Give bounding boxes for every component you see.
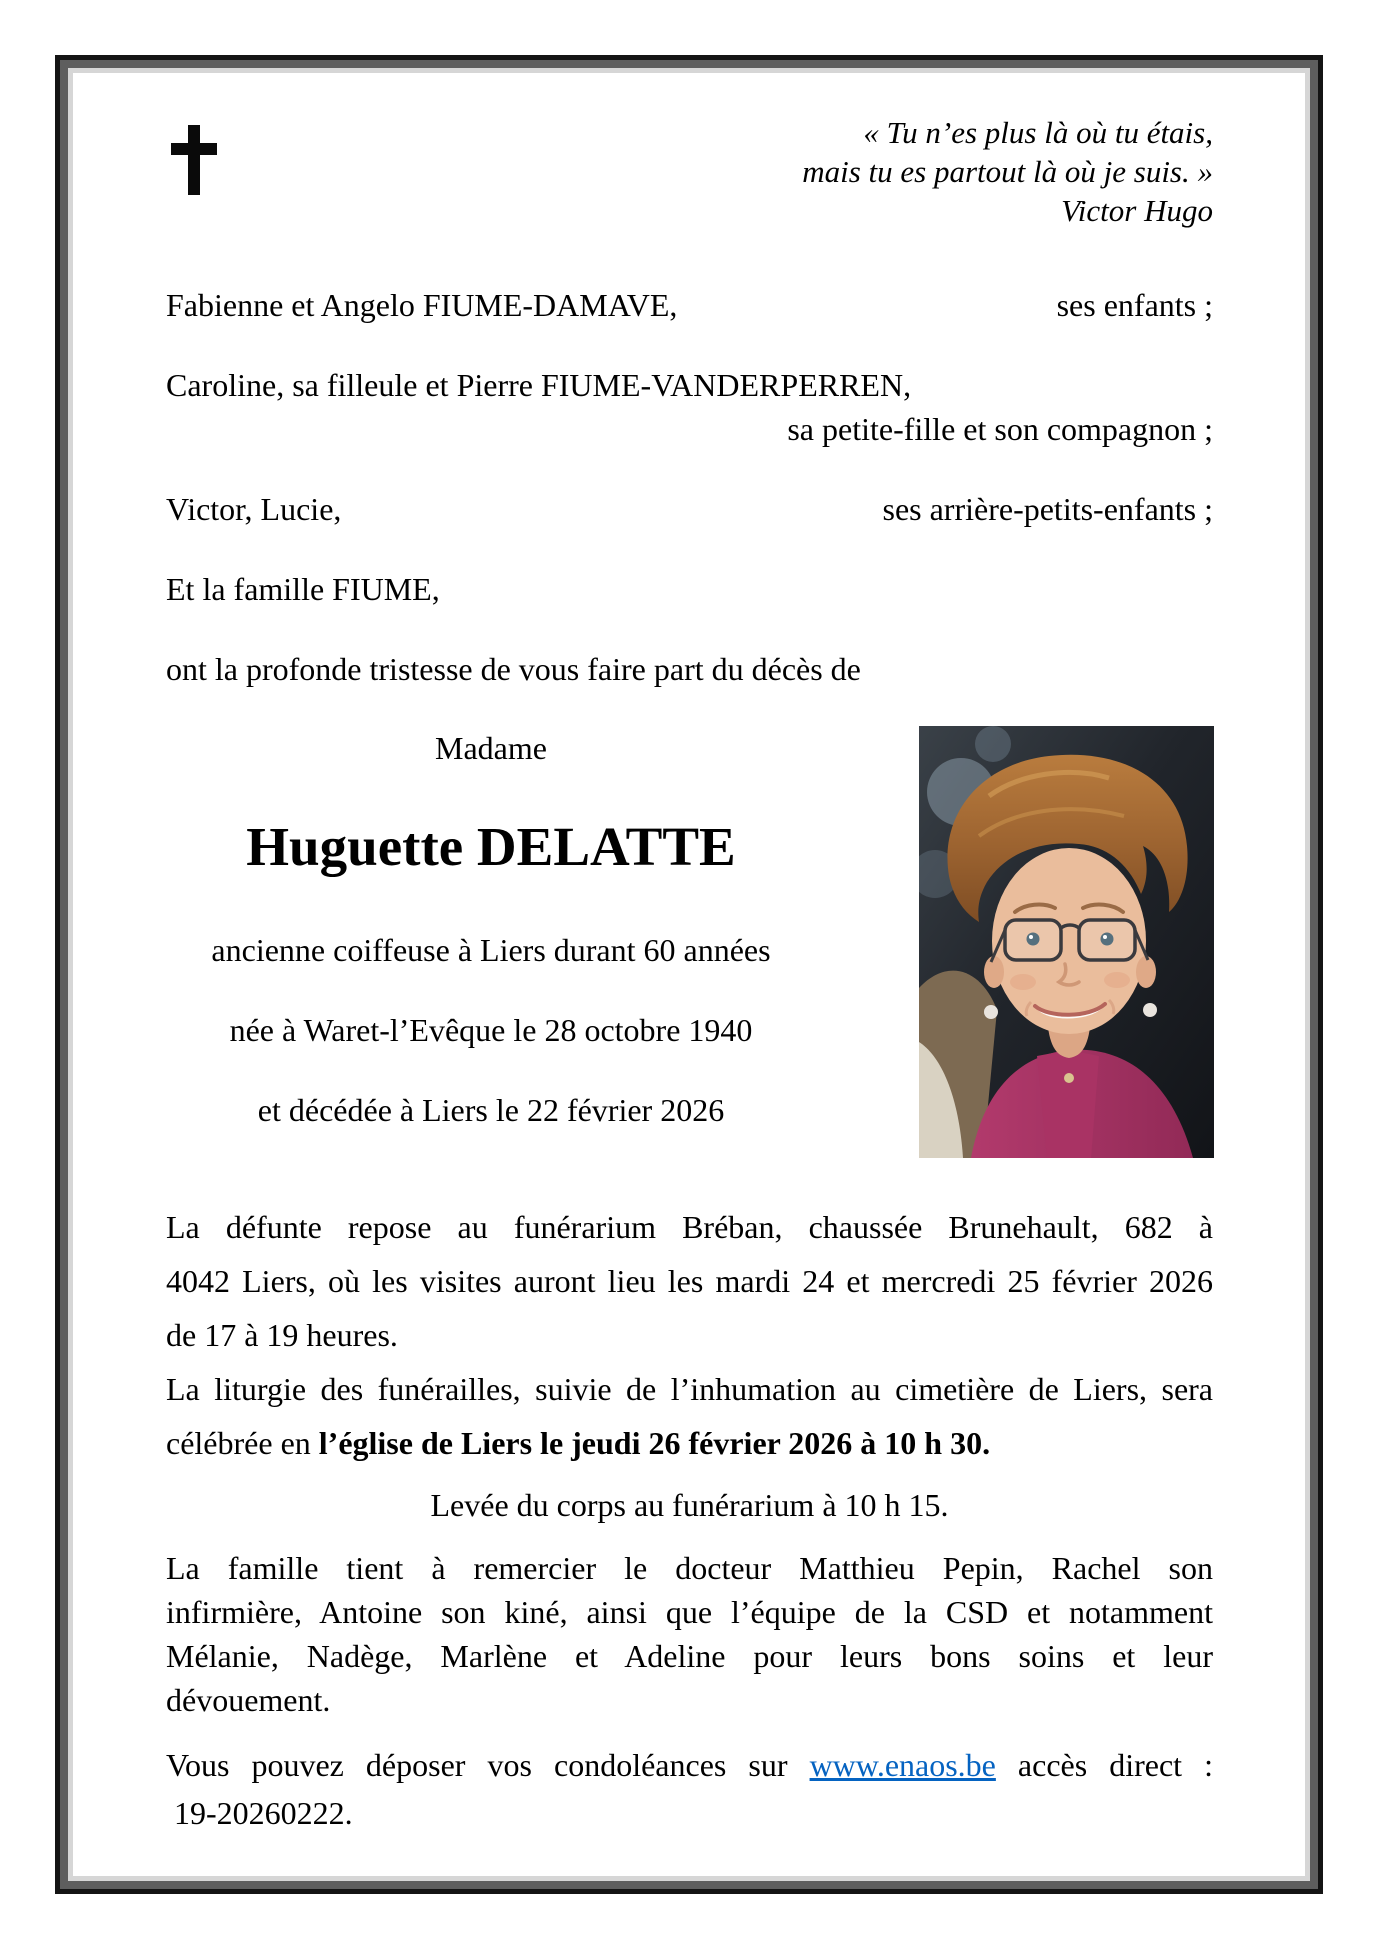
portrait-photo — [919, 726, 1214, 1158]
family-entry — [166, 363, 1213, 451]
family-names: Caroline, sa filleule et Pierre FIUME-VANDERPERREN, — [166, 367, 912, 403]
paragraph-line: La défunte repose au funérarium Bréban, chaussée Brunehault, 682 à — [166, 1209, 1213, 1245]
family-relation: ses enfants ; — [1056, 287, 1213, 323]
family-names: Victor, Lucie, — [166, 491, 342, 527]
family-names: Fabienne et Angelo FIUME-DAMAVE, — [166, 287, 678, 323]
quote-line: « Tu n’es plus là où tu étais, — [863, 115, 1213, 150]
identity-block — [166, 726, 816, 1132]
page-content — [73, 113, 1305, 1916]
family-entry — [166, 487, 1213, 531]
thanks-paragraph — [166, 1546, 1213, 1722]
header — [166, 113, 1213, 230]
announcement-line: ont la profonde tristesse de vous faire part du décès de — [166, 651, 861, 687]
page-frame-border — [55, 55, 1323, 1894]
condolences-code: 19-20260222. — [174, 1795, 353, 1831]
condolences-paragraph — [166, 1741, 1213, 1837]
funeral-line2-prefix: célébrée en — [166, 1425, 319, 1461]
page-frame-border-inner — [68, 68, 1310, 1881]
title-madame: Madame — [435, 730, 547, 766]
wake-paragraph — [166, 1200, 1213, 1362]
bio-line: et décédée à Liers le 22 février 2026 — [257, 1092, 725, 1128]
paragraph-line: dévouement. — [166, 1682, 331, 1718]
paragraph-line: 4042 Liers, où les visites auront lieu les mardi 24 et mercredi 25 février 2026 — [166, 1263, 1213, 1299]
family-relation: sa petite-fille et son compagnon ; — [787, 411, 1213, 447]
bio-line: née à Waret-l’Evêque le 28 octobre 1940 — [229, 1012, 753, 1048]
enaos-link[interactable]: www.enaos.be — [809, 1747, 996, 1783]
deceased-name: Huguette DELATTE — [246, 816, 736, 877]
memorial-quote — [802, 113, 1213, 230]
funeral-line2-bold: l’église de Liers le jeudi 26 février 2026 à 10 h 30. — [318, 1425, 991, 1461]
page-frame-border-mid — [60, 60, 1318, 1889]
portrait-photo-illustration — [919, 726, 1214, 1158]
bio-line: ancienne coiffeuse à Liers durant 60 années — [211, 932, 771, 968]
condolences-prefix: Vous pouvez déposer vos condoléances sur — [166, 1747, 810, 1783]
family-entry — [166, 567, 1213, 611]
paragraph-line — [166, 1416, 1213, 1470]
funeral-paragraph — [166, 1362, 1213, 1470]
levee-line: Levée du corps au funérarium à 10 h 15. — [430, 1487, 949, 1523]
paragraph-line: Mélanie, Nadège, Marlène et Adeline pour leurs bons soins et leur — [166, 1638, 1213, 1674]
quote-author: Victor Hugo — [1061, 193, 1213, 228]
family-relation: ses arrière-petits-enfants ; — [882, 491, 1213, 527]
latin-cross-icon — [171, 125, 217, 195]
paragraph-line — [166, 1741, 1213, 1789]
family-entry — [166, 283, 1213, 327]
family-list — [166, 283, 1213, 691]
identity-and-photo — [166, 726, 1213, 1158]
family-names: Et la famille FIUME, — [166, 571, 440, 607]
paragraph-line: infirmière, Antoine son kiné, ainsi que l’équipe de la CSD et notamment — [166, 1594, 1213, 1630]
paragraph-line: de 17 à 19 heures. — [166, 1317, 398, 1353]
quote-line: mais tu es partout là où je suis. » — [802, 154, 1213, 189]
condolences-suffix: accès direct : — [995, 1747, 1214, 1783]
paragraph-line: La famille tient à remercier le docteur Matthieu Pepin, Rachel son — [166, 1550, 1213, 1586]
paragraph-line: La liturgie des funérailles, suivie de l’inhumation au cimetière de Liers, sera — [166, 1371, 1213, 1407]
